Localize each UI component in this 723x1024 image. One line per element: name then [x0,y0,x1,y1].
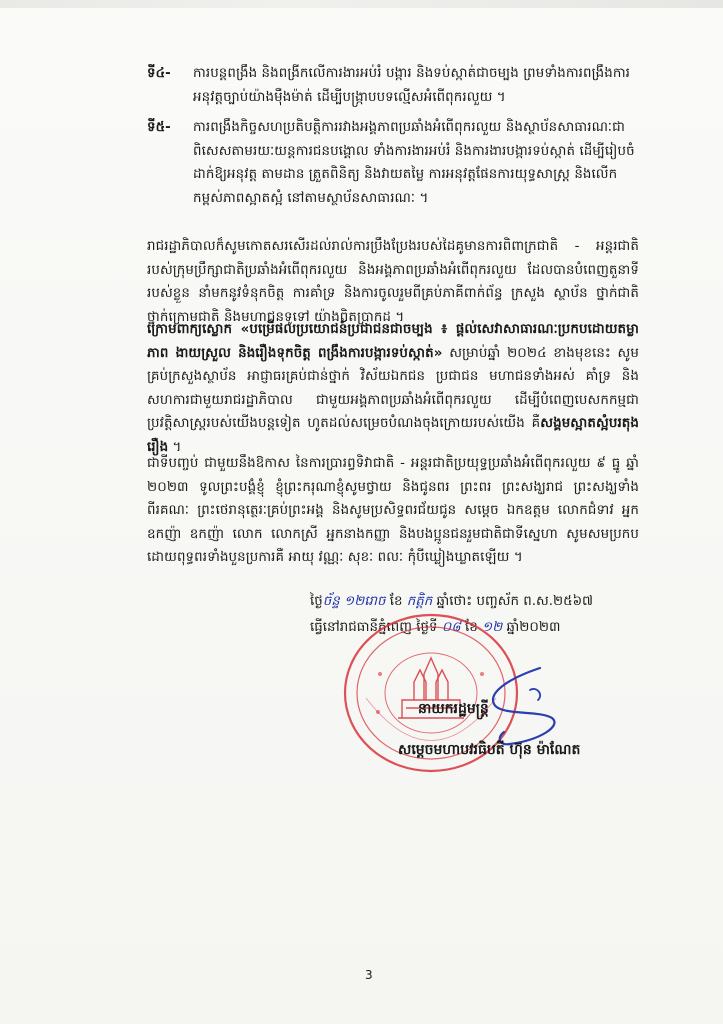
list-item-number: ទី៤- [147,66,171,81]
date-mid: ខែ [385,594,407,609]
place-date-prefix: ធ្វើនៅរាជធានីភ្នំពេញ ថ្ងៃទី [310,620,442,635]
list-item-text: ការបន្តពង្រឹង និងពង្រីកលើការងារអប់រំ បង្ការ និងទប់ស្កាត់ជាចម្បង ព្រមទាំងការពង្រឹងការអនុវត្តច្បាប់យ៉ាងម៉ឺងម៉ាត់ ដើម្បីបង្ក្រាបបទល្មើសអំពើពុករលួយ ។ [193,66,631,105]
signer-name: សម្តេចមហាបវរធិបតី ហ៊ុន ម៉ាណែត [398,742,581,758]
paragraph-text: រាជរដ្ឋាភិបាលក៏សូមកោតសរសើរដល់រាល់ការប្រឹងប្រែងរបស់ដៃគូមានការពិពាក្រជាតិ - អន្តរជាតិ របស់ក្រុមប្រឹក្សាជាតិប្រឆាំងអំពើពុករលួយ និងអង្គភាពប្រឆាំងអំពើពុករលួយ ដែលបានបំពេញតួនាទីរបស់ខ្លួន នាំមកនូវទំនុកចិត្ត ការគាំទ្រ និងការចូលរួមពីគ្រប់ភាគីពាក់ព័ន្ធ ក្រសួង ស្ថាប័ន ថ្នាក់ជាតិ ថ្នាក់ក្រោមជាតិ និងមហាជនទូទៅ យ៉ាងពិតប្រាកដ ។ [147,239,639,325]
list-item-5 [147,116,639,210]
paragraph-slogan [147,318,639,459]
handwritten-day-number: ០៨ [441,620,461,635]
date-mid: ខែ [460,620,482,635]
date-prefix: ថ្ងៃ [310,594,323,609]
page-number: 3 [365,968,373,982]
list-item-number: ទី៥- [147,120,171,135]
paragraph-text: ជាទីបញ្ចប់ ជាមួយនឹងឱកាស នៃការប្រារព្ធទិវាជាតិ - អន្តរជាតិប្រយុទ្ធប្រឆាំងអំពើពុករលួយ ៩ ធ្នូ ឆ្នាំ ២០២៣ ទូលព្រះបង្គំខ្ញុំ ខ្ញុំព្រះករុណាខ្ញុំសូមថ្វាយ និងជូនពរ ព្រះពរ ព្រះសង្ឃរាជ ព្រះសង្ឃទាំងពីរគណៈ ព្រះថេរានុត្ថេរៈគ្រប់ព្រះអង្គ និងសូមប្រសិទ្ធពរជ័យជូន សម្ដេច ឯកឧត្ដម លោកជំទាវ អ្នកឧកញ៉ា ឧកញ៉ា លោក លោកស្រី អ្នកនាងកញ្ញា និងបងប្អូនជនរួមជាតិជាទីស្នេហា សូមសមប្រកបដោយពុទ្ធពរទាំងបួនប្រការគឺ អាយុ វណ្ណៈ សុខៈ ពលៈ កុំបីឃ្លៀងឃ្លាតឡើយ ។ [147,456,639,565]
paragraph-closing [147,452,639,570]
paragraph-text: សម្រាប់ឆ្នាំ ២០២៤ ខាងមុខនេះ សូម គ្រប់ក្រសួងស្ថាប័ន អាជ្ញាធរគ្រប់ជាន់ថ្នាក់ វិស័យឯកជន ប្រជាជន មហាជនទាំងអស់ គាំទ្រ និងសហការជាមួយរាជរដ្ឋាភិបាល ជាមួយអង្គភាពប្រឆាំងអំពើពុករលួយ ដើម្បីបំពេញបេសកកម្មជាប្រវត្តិសាស្ត្ររបស់យើងបន្តទៀត ហូតដល់សម្រេចបំណងចុងក្រោយរបស់យើង គឺ [147,345,639,431]
year-text: ឆ្នាំ២០២៣ [502,620,561,635]
top-edge [0,0,723,8]
list-item-text: ការពង្រឹងកិច្ចសហប្រតិបត្តិការរវាងអង្គភាពប្រឆាំងអំពើពុករលួយ និងស្ថាប័នសាធារណៈជាពិសេសតាមរយៈយន្តការជនបង្គោល ទាំងការងារអប់រំ និងការងារបង្ការទប់ស្កាត់ ដើម្បីរៀបចំដាក់ឱ្យអនុវត្ត តាមដាន ត្រួតពិនិត្យ និងវាយតម្លៃ ការអនុវត្តផែនការយុទ្ធសាស្ត្រ និងលើកកម្ពស់ភាពស្អាតស្អំ នៅតាមស្ថាប័នសាធារណៈ ។ [193,120,635,206]
slogan-text: ក្រោមពាក្យស្លោក «បម្រើផលប្រយោជន៍ប្រជាជនជាចម្បង ៖ ផ្តល់សេវាសាធារណៈប្រកបដោយតម្លាភាព ងាយស្រួល និងរឿងទុកចិត្ត ពង្រឹងការបង្ការទប់ស្កាត់» [147,322,639,361]
date-suffix: ឆ្នាំថោះ បញ្ចស័ក ព.ស.២៥៦៧ [432,594,594,609]
paragraph-appreciation [147,235,639,329]
signer-title: នាយករដ្ឋមន្ត្រី [418,701,489,717]
motto-text: សង្គមស្អាតស្អំបរតុងរឿង [147,416,639,455]
handwritten-day: ច័ន្ទ ១២រោច [322,594,386,609]
paragraph-end: ។ [168,439,182,455]
handwritten-month-number: ១២ [482,620,503,635]
handwritten-month: កត្តិក [406,594,433,609]
list-item-4 [147,62,639,109]
